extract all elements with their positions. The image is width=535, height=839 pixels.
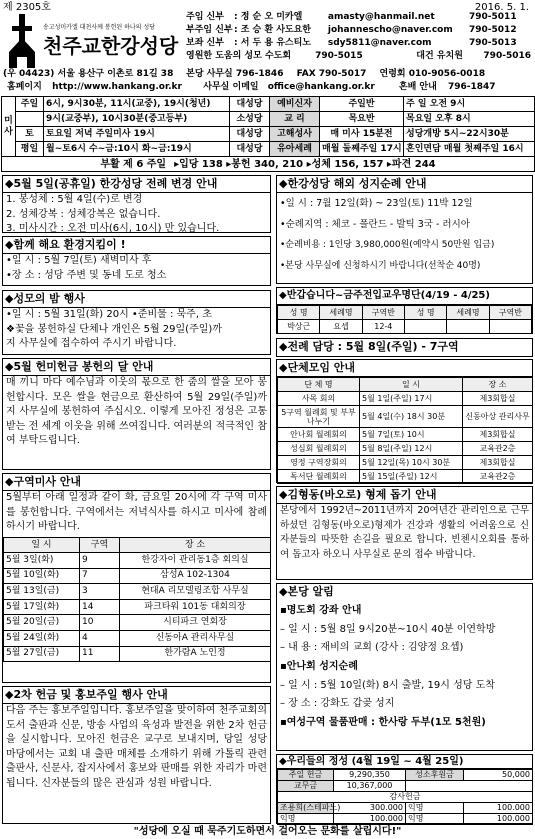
logo-block <box>3 12 185 70</box>
mass-side-label: 미사 <box>2 97 16 157</box>
clergy-row: 보좌 신부 : 서 두 용 유스티노 sdy5811@naver.com 790-5013 <box>186 38 517 48</box>
mass-day: 주일 <box>16 97 44 112</box>
section-marian-night <box>2 290 271 355</box>
section-offerings <box>276 754 533 824</box>
table-cell: 5월 15일(주일) 12시 <box>360 470 463 484</box>
section-title: ◆본당 알림 <box>279 585 334 598</box>
notice-line: – 일 시 : 5월 8일 9시20분~10시 40분 이연학방 <box>280 624 496 635</box>
notice-subtitle: ▪안나회 성지순례 <box>280 661 358 672</box>
table-cell <box>406 781 533 792</box>
notice-subtitle: ▪명도회 강좌 안내 <box>280 605 362 616</box>
section-title: ◆우리들의 정성 (4월 19일 ~ 4월 25일) <box>277 755 532 769</box>
section-title: ◆5월 헌미헌금 봉헌의 달 안내 <box>3 359 270 376</box>
mass-info-detail: 성당개방 5시~22시30분 <box>404 127 535 142</box>
section-line: 지 사무실에 접수하여 주시기 바랍니다. <box>6 338 177 350</box>
table-cell <box>489 320 531 334</box>
table-cell: 3 <box>80 584 120 600</box>
table-row <box>278 320 532 334</box>
mass-day <box>16 112 44 127</box>
section-rice-offering <box>2 358 271 470</box>
table-cell: 5월 8일(주일) 12시 <box>360 442 463 456</box>
section-group-meetings <box>276 359 533 483</box>
table-header: 단 체 명 <box>278 378 360 392</box>
table-cell: 교육관2층 <box>463 470 533 484</box>
table-cell: 9 <box>80 553 120 569</box>
table-row <box>4 553 271 569</box>
section-paragraph: 다음 주는 홍보주일입니다. 홍보주일을 맞이하여 천주교회의 도서 출판과 신문, 방송 사업의 육성과 발전을 위한 2차 헌금을 실시합니다. 모아진 헌금은 교구로 보내지며, 당일 성당 마당에서는 교회 내 출판 매체를 소개하기 위해 가톨릭 관련 출판사, 신문사, 잡지사에서 홍보와 판매를 위한 자리가 마련됩니다. 신자분들의 많은 관심과 성원 바랍니다. <box>6 705 267 789</box>
table-cell: 100.000 <box>464 814 533 825</box>
section-title: ◆5월 5일(공휴일) 한강성당 전례 변경 안내 <box>3 176 270 193</box>
section-paragraph: 본당에서 1992년~2011년까지 20여년간 관리인으로 근무하셨던 김형동(바오로)형제가 건강과 생활의 어려움으로 신자분들의 따뜻한 손길을 필요로 합니다. 빈첸시오회를 통하여 돕고자 하오니 사무실로 문의 접수 바랍니다. <box>280 505 529 560</box>
table-cell: 10 <box>80 615 120 631</box>
section-title: ◆전례 담당 : 5월 8일(주일) - 7구역 <box>279 340 459 353</box>
table-cell: 5월 17일(화) <box>4 599 80 615</box>
table-cell: 성소후원금 <box>406 770 464 781</box>
mass-info-label: 유아세례 <box>270 142 320 157</box>
table-row <box>4 599 271 615</box>
issue-number: 제 2305호 <box>3 2 51 13</box>
section-title: ◆김형동(바오로) 형제 돕기 안내 <box>277 487 532 504</box>
table-row <box>278 814 533 825</box>
table-row <box>278 392 533 406</box>
table-cell: 성심회 월례회의 <box>278 442 360 456</box>
table-row <box>4 646 271 662</box>
mass-info-detail: 목요일 오후 8시 <box>404 112 535 127</box>
table-cell: 10,367,000 <box>334 781 406 792</box>
section-title: ◆단체모임 안내 <box>277 360 532 377</box>
mass-times: 9시(교중부), 10시30분(중고등부) <box>44 112 230 127</box>
table-cell: 4 <box>80 630 120 646</box>
notice-line: – 일 시 : 5월 10일(화) 8시 출발, 19시 성당 도착 <box>280 680 495 691</box>
table-row <box>278 406 533 428</box>
table-cell: 익명 <box>406 803 464 814</box>
table-cell: 5월 4일(수) 18시 30분 <box>360 406 463 428</box>
section-second-collection <box>2 686 271 824</box>
table-cell <box>404 320 446 334</box>
address-row: (우 04423) 서울 용산구 이촌로 81길 38 본당 사무실 796-1846 FAX 790-5017 연령회 010-9056-0018 <box>3 69 486 79</box>
section-line: •일 시 : 7월 12일(화) ~ 23일(토) 11박 12일 <box>280 198 473 209</box>
stats-row: 부활 제 6 주일 ▸입당 138 ▸봉헌 340, 210 ▸성체 156, 157 ▸파견 244 <box>2 157 535 172</box>
table-cell: 익명 <box>278 814 334 825</box>
mass-info-label: 교 리 <box>270 112 320 127</box>
section-line: 3. 미사시간 : 오전 미사(6시, 10시) 만 있습니다. <box>6 223 220 235</box>
table-header: 구역 <box>80 538 120 553</box>
table-cell: 제3회합실 <box>463 456 533 470</box>
section-liturgy-duty <box>276 338 533 357</box>
table-header: 장 소 <box>120 538 271 553</box>
table-cell: 요셉 <box>320 320 362 334</box>
homepage-row: 홈페이지 http://www.hankang.or.kr 사무실 이메일 office@hankang.or.kr 혼배 안내 796-1847 <box>7 82 496 92</box>
table-cell: 5월 7일(토) 10시 <box>360 428 463 442</box>
mass-place: 대성당 <box>230 142 270 157</box>
table-row <box>4 615 271 631</box>
section-line: ❖꽃을 봉헌하실 단체나 개인은 5월 29일(주일)까 <box>6 323 222 335</box>
table-cell: 5구역 월례회 및 부부 나누기 <box>278 406 360 428</box>
notice-subtitle: ▪여성구역 물품판매 : 한사랑 두부(1모 5천원) <box>280 717 486 728</box>
table-row <box>278 456 533 470</box>
section-liturgy-change <box>2 175 271 233</box>
table-row <box>278 470 533 484</box>
table-cell: 50,000 <box>464 770 533 781</box>
table-cell: 사목 회의 <box>278 392 360 406</box>
section-title: ◆구역미사 안내 <box>3 474 270 491</box>
table-row <box>278 803 533 814</box>
logo-title: 천주교한강성당 <box>43 34 179 58</box>
table-cell: 5월 13일(금) <box>4 584 80 600</box>
table-header: 성 명 <box>404 306 446 320</box>
section-line: •순례비용 : 1인당 3,980,000원(예약시 50만원 입금) <box>280 240 495 250</box>
section-environment <box>2 236 271 286</box>
church-logo-icon <box>7 12 37 68</box>
issue-date: 2016. 5. 1. <box>474 2 529 13</box>
section-line: •장 소 : 성당 주변 및 동네 도로 청소 <box>6 269 167 281</box>
section-line: 1. 봉성체 : 5월 4일(수)로 변경 <box>6 194 143 205</box>
mass-info-label: 예비신자 <box>270 97 320 112</box>
table-cell: 7 <box>80 568 120 584</box>
office-email-link[interactable]: office@hankang.or.kr <box>267 82 375 92</box>
section-paragraph: 5월부터 아래 일정과 같이 화, 금요일 20시에 각 구역 미사를 봉헌합니다. 구역에서는 저녁식사를 하시고 미사에 참례 하시기 바랍니다. <box>6 492 267 533</box>
table-cell: 5월 27일(금) <box>4 646 80 662</box>
mass-place: 소성당 <box>230 112 270 127</box>
table-row <box>278 781 533 792</box>
table-cell: 교무금 <box>278 781 334 792</box>
table-cell: 9,290,350 <box>334 770 406 781</box>
table-cell: 5월 3일(화) <box>4 553 80 569</box>
table-cell: 제3회합실 <box>463 392 533 406</box>
table-header: 구역반 <box>489 306 531 320</box>
group-meetings-table <box>277 377 533 484</box>
mass-info-detail: 주 일 오전 9시 <box>404 97 535 112</box>
table-cell: 신동아A 관리사무실 <box>120 630 271 646</box>
table-cell: 한강자이 관리동1층 회의실 <box>120 553 271 569</box>
mass-day: 평일 <box>16 142 44 157</box>
mass-place: 대성당 <box>230 127 270 142</box>
table-header: 세례명 <box>320 306 362 320</box>
mass-times: 6시, 9시30분, 11시(교중), 19시(청년) <box>44 97 230 112</box>
table-header: 성 명 <box>278 306 320 320</box>
table-cell: 5월 10일(화) <box>4 568 80 584</box>
section-title: ◆한강성당 해외 성지순례 안내 <box>277 176 532 193</box>
section-line: •순례지역 : 체코 - 폴란드 - 발틱 3국 - 러시아 <box>280 219 470 230</box>
mass-place: 대성당 <box>230 97 270 112</box>
table-cell <box>447 320 489 334</box>
table-cell: 교육관2층 <box>463 442 533 456</box>
table-row <box>278 442 533 456</box>
table-cell: 제3회합실 <box>463 428 533 442</box>
table-row <box>4 568 271 584</box>
mass-info-value: 매월 둘째주일 17시 <box>320 142 404 157</box>
section-newcomers <box>276 287 533 334</box>
thanks-label: 감사헌금 <box>278 792 533 803</box>
notice-line: – 내 용 : 재비의 교회 (강사 : 김양정 요셉) <box>280 642 464 653</box>
table-cell: 조용희(스테파노) <box>278 803 334 814</box>
logo-small-text: 송고성미카엘 대천사께 봉헌된 하나의 성당 <box>43 24 155 31</box>
table-cell: 5월 24일(화) <box>4 630 80 646</box>
table-cell: 영정 구역장회의 <box>278 456 360 470</box>
table-cell: 주일 헌금 <box>278 770 334 781</box>
table-header: 구역반 <box>362 306 404 320</box>
table-cell: 안나회 월례회의 <box>278 428 360 442</box>
table-header: 세례명 <box>447 306 489 320</box>
table-cell: 익명 <box>406 814 464 825</box>
table-cell: 100.000 <box>334 814 406 825</box>
newcomers-table <box>277 305 532 334</box>
section-line: •본당 사무실에 신청하시기 바랍니다(선착순 40명) <box>280 261 481 271</box>
table-row <box>278 428 533 442</box>
clergy-row: 부주임 신부: 조 승 환 사도요한 johannescho@naver.com 790-5012 <box>186 25 517 35</box>
mass-info-value: 매 미사 15분전 <box>320 127 404 142</box>
section-title: ◆성모의 밤 행사 <box>3 291 270 308</box>
table-header: 일 시 <box>4 538 80 553</box>
section-line: •일 시 : 5월 7일(토) 새벽미사 후 <box>6 255 152 266</box>
table-row <box>4 630 271 646</box>
table-cell: 300.000 <box>334 803 406 814</box>
mass-info-label: 고해성사 <box>270 127 320 142</box>
homepage-link[interactable]: http://www.hankang.or.kr <box>52 82 182 92</box>
table-cell: 5월 20일(금) <box>4 615 80 631</box>
section-paragraph: 매 끼니 마다 예수님과 이웃의 몫으로 한 줌의 쌀을 모아 봉헌합시다. 모은 쌀을 현금으로 환산하여 5월 29일(주일)까지 사무실에 봉헌하여 주십시오. 이렇게 모아진 정성은 고통 받는 전 세계 이웃을 위해 쓰여집니다. 여러분의 적극적인 참여 부탁드립니다. <box>6 377 267 447</box>
convent-row: 영원한 도움의 성모 수도회 790-5015 대건 유치원 790-5016 <box>186 51 531 61</box>
mass-table <box>1 96 534 172</box>
table-cell: 파크타워 101동 대회의장 <box>120 599 271 615</box>
table-row <box>4 584 271 600</box>
mass-info-value: 목요반 <box>320 112 404 127</box>
section-title: ◆반갑습니다~금주전입교우명단(4/19 - 4/25) <box>277 288 532 305</box>
table-cell: 14 <box>80 599 120 615</box>
section-line: •일 시 : 5월 31일(화) 20시 •준비물 : 묵주, 초 <box>6 309 212 320</box>
section-title: ◆함께 해요 환경지킴이 ! <box>3 237 270 254</box>
table-cell: 시티파크 연회장 <box>120 615 271 631</box>
section-help-brother <box>276 486 533 580</box>
section-line: 2. 성체강복 : 성체강복은 없습니다. <box>6 208 161 220</box>
section-title: ◆2차 헌금 및 홍보주일 행사 안내 <box>3 687 270 704</box>
table-cell: 신동아상 관리사무 <box>463 406 533 428</box>
offerings-table <box>277 769 533 825</box>
section-pilgrimage <box>276 175 533 284</box>
section-district-mass <box>2 473 271 683</box>
clergy-list <box>186 12 531 64</box>
mass-day: 토 <box>16 127 44 142</box>
table-row <box>278 770 533 781</box>
table-cell: 현대A 리모델링조합 사무실 <box>120 584 271 600</box>
table-cell: 박상근 <box>278 320 320 334</box>
notice-line: – 장 소 : 강화도 갑곶 성지 <box>280 698 395 709</box>
district-mass-table <box>3 537 271 662</box>
table-cell: 12-4 <box>362 320 404 334</box>
table-header: 장 소 <box>463 378 533 392</box>
table-cell: 11 <box>80 646 120 662</box>
table-header: 일 시 <box>360 378 463 392</box>
table-cell: 100.000 <box>464 803 533 814</box>
table-cell: 한가람A 노인정 <box>120 646 271 662</box>
table-cell: 독서단 월례회의 <box>278 470 360 484</box>
table-cell: 5월 1일(주일) 17시 <box>360 392 463 406</box>
clergy-row: 주임 신부 : 정 순 오 미카엘 amasty@hanmail.net 790-5011 <box>186 12 517 22</box>
mass-times: 월~토6시 수~금:10시 화~금:19시 <box>44 142 230 157</box>
mass-times: 토요일 저녁 주일미사 19시 <box>44 127 230 142</box>
footer-slogan: "성당에 오실 때 묵주기도하면서 걸어오는 문화를 살립시다!" <box>133 826 402 837</box>
table-cell: 삼성A 102-1304 <box>120 568 271 584</box>
mass-info-detail: 혼인면담 매월 첫째주일 16시 <box>404 142 535 157</box>
section-parish-notice <box>276 583 533 751</box>
mass-info-value: 주일반 <box>320 97 404 112</box>
table-cell: 5월 12일(목) 10시 30분 <box>360 456 463 470</box>
